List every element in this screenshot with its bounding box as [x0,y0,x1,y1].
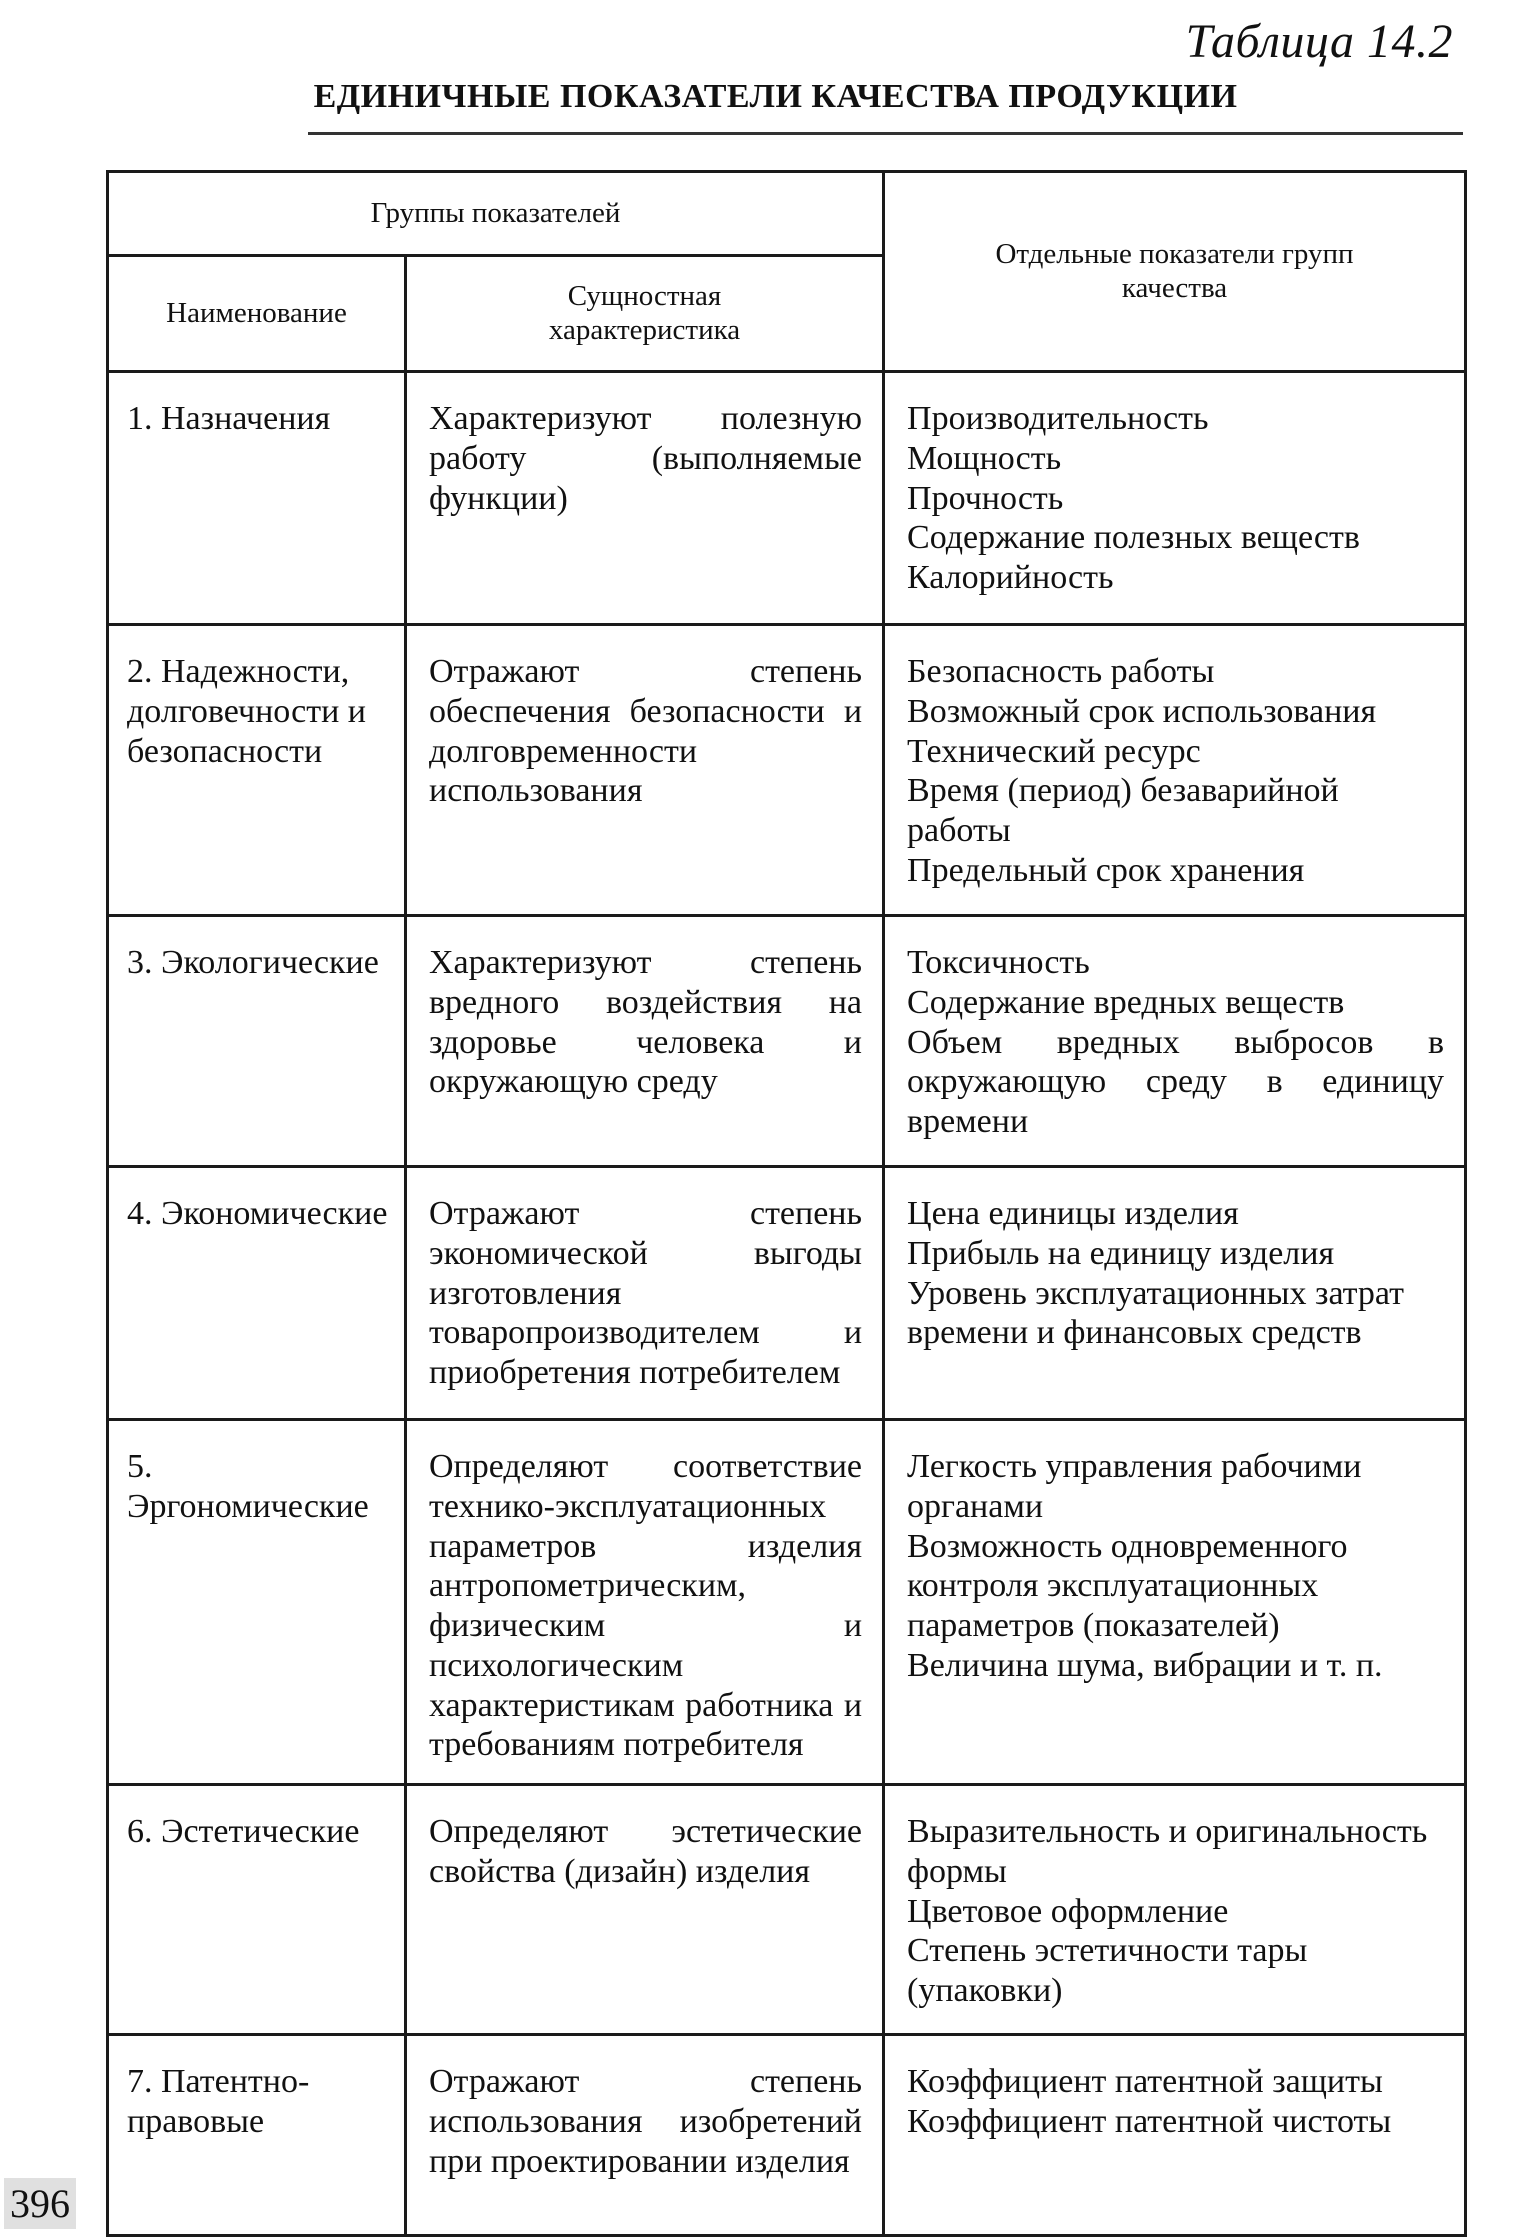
indicator: Возможный срок использования [907,692,1377,730]
indicator: Возможность одновременного контроля эксплуатационных параметров (показателей) [907,1527,1348,1645]
table-row [108,1167,1466,1420]
indicator: Содержание вредных веществ [907,983,1345,1021]
table-row [108,625,1466,916]
row-indicators [884,372,1466,625]
row-essence: Определяют эстетические свойства (дизайн) изделия [406,1785,884,2035]
row-name: 4. Экономические [108,1167,406,1420]
indicator: Цена единицы изделия [907,1195,1239,1232]
indicator: Степень эстетичности тары (упаковки) [907,1932,1308,2010]
table-row [108,1420,1466,1785]
row-name: 5. Эргономические [108,1420,406,1785]
row-indicators [884,916,1466,1167]
indicator: Уровень эксплуатационных затрат времени и финансовых средств [907,1274,1404,1352]
table-row [108,372,1466,625]
indicator: Содержание полезных веществ [907,519,1360,557]
row-essence: Характеризуют степень вредного воздействия на здоровье человека и окружающую среду [406,916,884,1167]
indicator: Производительность [907,400,1209,437]
indicator: Выразительность и оригинальность формы [907,1813,1428,1890]
row-indicators [884,625,1466,916]
indicator: Мощность [907,439,1062,477]
row-name: 1. Назначения [108,372,406,625]
indicator: Технический ресурс [907,732,1201,770]
indicator: Прибыль на единицу изделия [907,1234,1335,1272]
indicator: Коэффициент патентной чистоты [907,2102,1392,2140]
row-essence: Отражают степень использования изобретений при проектировании изделия [406,2035,884,2236]
title-rule [308,132,1463,135]
row-essence: Характеризуют полезную работу (выполняемые функции) [406,372,884,625]
row-name: 2. Надежности, долговечности и безопасности [108,625,406,916]
row-name: 7. Патентно-правовые [108,2035,406,2236]
header-groups: Группы показателей [108,172,884,256]
indicator: Время (период) безаварийной работы [907,772,1339,850]
row-name: 6. Эстетические [108,1785,406,2035]
table-number: Таблица 14.2 [1185,15,1453,68]
indicator: Величина шума, вибрации и т. п. [907,1646,1383,1684]
table-row [108,1785,1466,2035]
indicator: Легкость управления рабочими органами [907,1448,1362,1525]
row-name: 3. Экологические [108,916,406,1167]
indicator: Коэффициент патентной защиты [907,2063,1383,2100]
header-essence: Сущностная характеристика [406,256,884,372]
row-essence: Отражают степень обеспечения безопасности и долговременности использования [406,625,884,916]
indicator: Предельный срок хранения [907,851,1305,889]
row-indicators [884,1785,1466,2035]
indicator: Калорийность [907,559,1114,597]
row-indicators [884,2035,1466,2236]
table-title: ЕДИНИЧНЫЕ ПОКАЗАТЕЛИ КАЧЕСТВА ПРОДУКЦИИ [313,78,1238,115]
row-essence: Определяют соответствие технико-эксплуатационных параметров изделия антропометрическим, физическим и психологическим характеристикам работника и требованиям потребителя [406,1420,884,1785]
row-indicators [884,1420,1466,1785]
indicator: Токсичность [907,944,1090,981]
table-row [108,2035,1466,2236]
indicator: Безопасность работы [907,653,1215,690]
header-name: Наименование [108,256,406,372]
table-row [108,916,1466,1167]
indicator: Объем вредных выбросов в окружающую среду в единицу времени [907,1023,1445,1141]
row-essence: Отражают степень экономической выгоды изготовления товаропроизводителем и приобретения потребителем [406,1167,884,1420]
indicator: Цветовое оформление [907,1892,1229,1930]
indicator: Прочность [907,479,1064,517]
page-number: 396 [4,2178,76,2229]
quality-indicators-table [106,170,1467,2237]
row-indicators [884,1167,1466,1420]
header-row-groups [108,172,1466,256]
header-indicators: Отдельные показатели групп качества [884,172,1466,372]
